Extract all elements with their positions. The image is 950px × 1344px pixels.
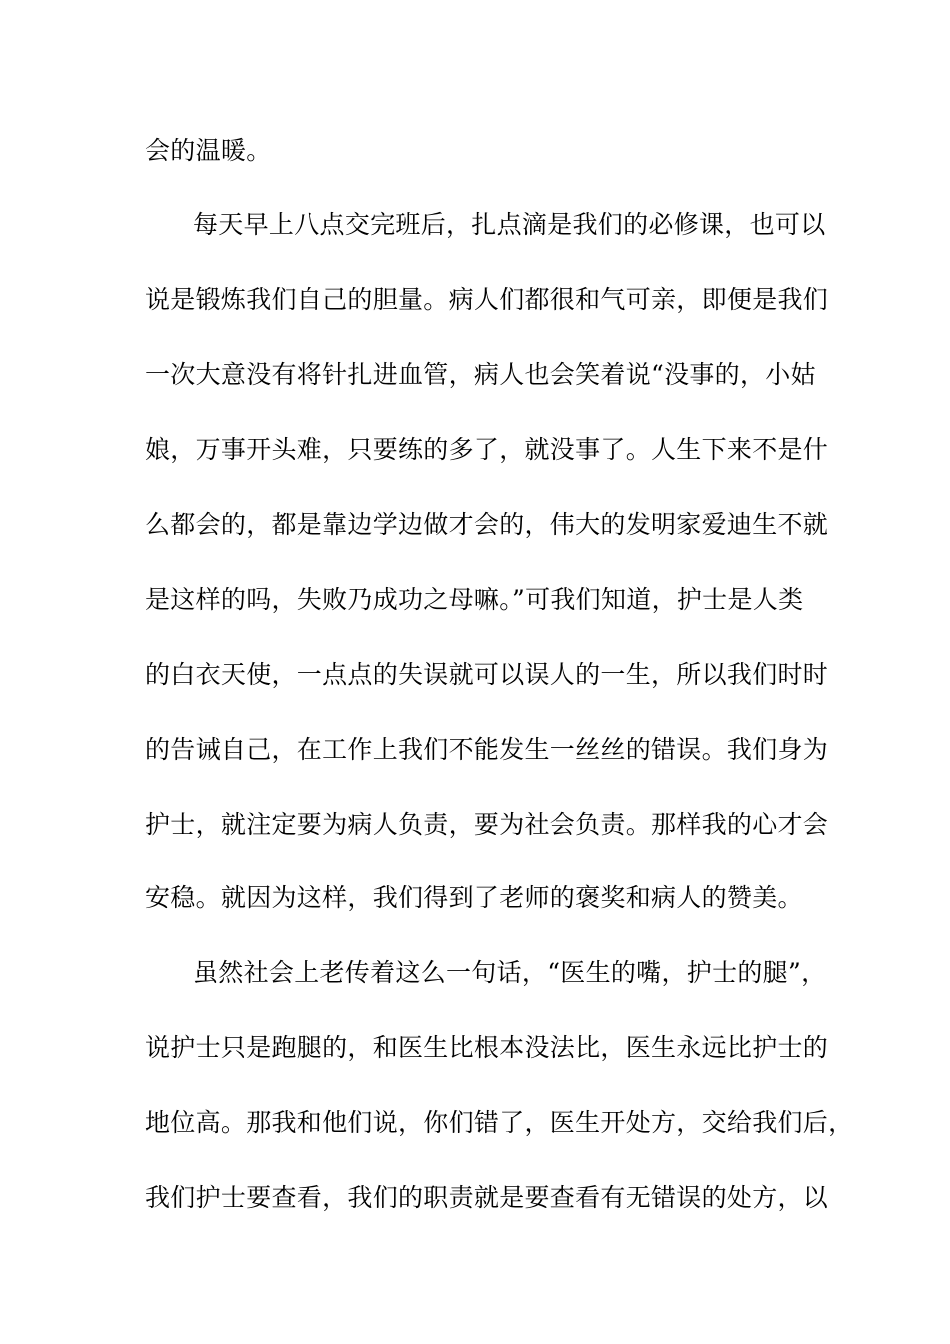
text-line: 每天早上八点交完班后，扎点滴是我们的必修课，也可以	[193, 210, 826, 239]
text-line: 会的温暖。	[145, 136, 272, 165]
text-line: 么都会的，都是靠边学边做才会的，伟大的发明家爱迪生不就	[145, 510, 829, 539]
text-line: 是这样的吗，失败乃成功之母嘛。”可我们知道，护士是人类	[145, 585, 804, 614]
text-line: 娘，万事开头难，只要练的多了，就没事了。人生下来不是什	[145, 435, 829, 464]
text-line: 虽然社会上老传着这么一句话，“医生的嘴，护士的腿”，	[193, 958, 827, 987]
text-line: 护士，就注定要为病人负责，要为社会负责。那样我的心才会	[145, 810, 829, 839]
text-line: 我们护士要查看，我们的职责就是要查看有无错误的处方，以	[145, 1183, 829, 1212]
text-line: 一次大意没有将针扎进血管，病人也会笑着说“没事的，小姑	[145, 360, 816, 389]
text-line: 说是锻炼我们自己的胆量。病人们都很和气可亲，即便是我们	[145, 285, 829, 314]
text-line: 说护士只是跑腿的，和医生比根本没法比，医生永远比护士的	[145, 1033, 829, 1062]
text-line: 地位高。那我和他们说，你们错了，医生开处方，交给我们后，	[145, 1108, 854, 1137]
text-line: 的白衣天使，一点点的失误就可以误人的一生，所以我们时时	[145, 660, 829, 689]
text-line: 的告诫自己，在工作上我们不能发生一丝丝的错误。我们身为	[145, 735, 829, 764]
text-line: 安稳。就因为这样，我们得到了老师的褒奖和病人的赞美。	[145, 883, 803, 912]
